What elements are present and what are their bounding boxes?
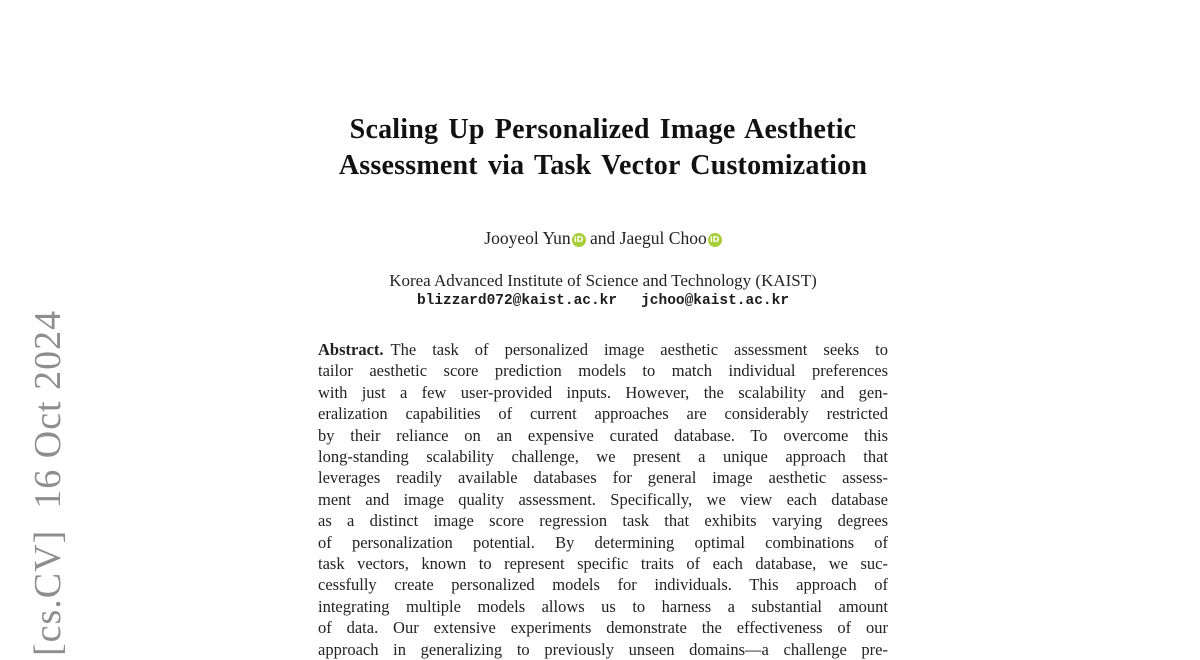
paper-title-line-1: Scaling Up Personalized Image Aesthetic xyxy=(349,114,857,145)
paper-title-line-2: Assessment via Task Vector Customization xyxy=(338,150,868,181)
abstract-line: long-standing scalability challenge, we present a unique approach that xyxy=(318,447,888,467)
abstract-line: of personalization potential. By determining optimal combinations of xyxy=(318,532,888,552)
abstract-line: as a distinct image score regression task that exhibits varying degrees xyxy=(318,511,888,531)
abstract-line: approach in generalizing to previously unseen domains—a challenge pre- xyxy=(318,639,888,659)
email-author1: blizzard072@kaist.ac.kr xyxy=(416,293,618,309)
paper-title xyxy=(318,112,888,184)
orcid-icon[interactable] xyxy=(708,233,722,247)
abstract-line xyxy=(318,339,888,360)
author-1: Jooyeol Yun xyxy=(484,228,571,248)
abstract-block xyxy=(318,339,888,660)
orcid-icon-label: iD xyxy=(573,235,584,244)
affiliation: Korea Advanced Institute of Science and Technology (KAIST) xyxy=(389,271,817,290)
abstract-line: task vectors, known to represent specific traits of each database, we suc- xyxy=(318,554,888,574)
author-2: Jaegul Choo xyxy=(619,228,707,248)
abstract-line: leverages readily available databases for general image aesthetic assess- xyxy=(318,468,888,488)
abstract-text: The task of personalized image aesthetic assessment seeks to xyxy=(390,340,888,359)
authors-separator: and xyxy=(585,228,620,248)
abstract-line: tailor aesthetic score prediction models to match individual preferences xyxy=(318,361,888,381)
orcid-icon-label: iD xyxy=(710,235,720,244)
authors-line xyxy=(318,228,888,249)
email-author2: jchoo@kaist.ac.kr xyxy=(641,293,790,309)
abstract-line: by their reliance on an expensive curated database. To overcome this xyxy=(318,425,888,445)
orcid-icon[interactable] xyxy=(572,233,586,247)
abstract-line: integrating multiple models allows us to harness a substantial amount xyxy=(318,596,888,616)
abstract-label: Abstract. xyxy=(318,340,384,359)
emails-line xyxy=(318,293,888,309)
abstract-line: ment and image quality assessment. Specifically, we view each database xyxy=(318,489,888,509)
abstract-line: with just a few user-provided inputs. However, the scalability and gen- xyxy=(318,382,888,402)
abstract-line: cessfully create personalized models for individuals. This approach of xyxy=(318,575,888,595)
abstract-line: eralization capabilities of current approaches are considerably restricted xyxy=(318,404,888,424)
arxiv-stamp: [cs.CV] 16 Oct 2024 xyxy=(27,309,69,656)
abstract-line: of data. Our extensive experiments demonstrate the effectiveness of our xyxy=(318,618,888,638)
